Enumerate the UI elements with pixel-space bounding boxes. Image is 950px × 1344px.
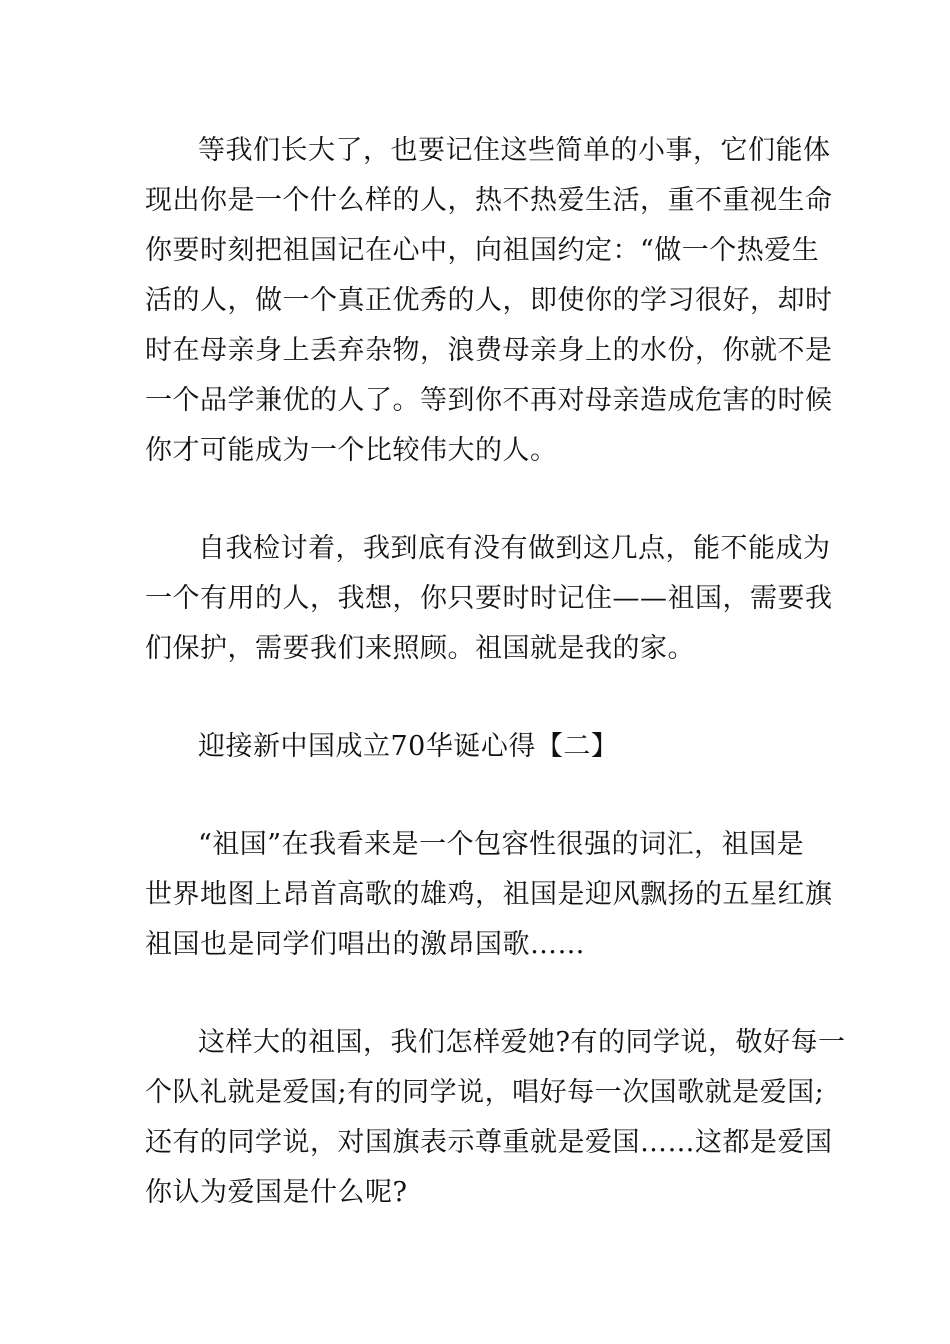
paragraph-1-line-5: 时在母亲身上丢弃杂物，浪费母亲身上的水份，你就不是 xyxy=(145,335,833,366)
paragraph-3-line-3: 祖国也是同学们唱出的激昂国歌…… xyxy=(145,929,585,960)
paragraph-4-line-1: 这样大的祖国，我们怎样爱她?有的同学说，敬好每一 xyxy=(198,1027,846,1058)
paragraph-1-line-2: 现出你是一个什么样的人，热不热爱生活，重不重视生命 xyxy=(145,185,833,216)
paragraph-2-line-2: 一个有用的人，我想，你只要时时记住——祖国，需要我 xyxy=(145,583,833,614)
paragraph-1-line-1: 等我们长大了，也要记住这些简单的小事，它们能体 xyxy=(198,135,831,166)
section-heading: 迎接新中国成立70华诞心得【二】 xyxy=(198,731,619,762)
paragraph-2-line-1: 自我检讨着，我到底有没有做到这几点，能不能成为 xyxy=(198,533,831,564)
paragraph-4-line-2: 个队礼就是爱国;有的同学说，唱好每一次国歌就是爱国; xyxy=(145,1077,825,1108)
paragraph-2-line-3: 们保护，需要我们来照顾。祖国就是我的家。 xyxy=(145,633,695,664)
paragraph-3-line-2: 世界地图上昂首高歌的雄鸡，祖国是迎风飘扬的五星红旗 xyxy=(145,879,833,910)
paragraph-3-line-1: “祖国”在我看来是一个包容性很强的词汇，祖国是 xyxy=(198,829,805,860)
paragraph-1-line-6: 一个品学兼优的人了。等到你不再对母亲造成危害的时候 xyxy=(145,385,833,416)
paragraph-1-line-3: 你要时刻把祖国记在心中，向祖国约定：“做一个热爱生 xyxy=(145,235,820,266)
paragraph-4-line-4: 你认为爱国是什么呢? xyxy=(145,1177,408,1208)
paragraph-4-line-3: 还有的同学说，对国旗表示尊重就是爱国……这都是爱国 xyxy=(145,1127,833,1158)
paragraph-1-line-7: 你才可能成为一个比较伟大的人。 xyxy=(145,435,558,466)
paragraph-1-line-4: 活的人，做一个真正优秀的人，即使你的学习很好，却时 xyxy=(145,285,833,316)
